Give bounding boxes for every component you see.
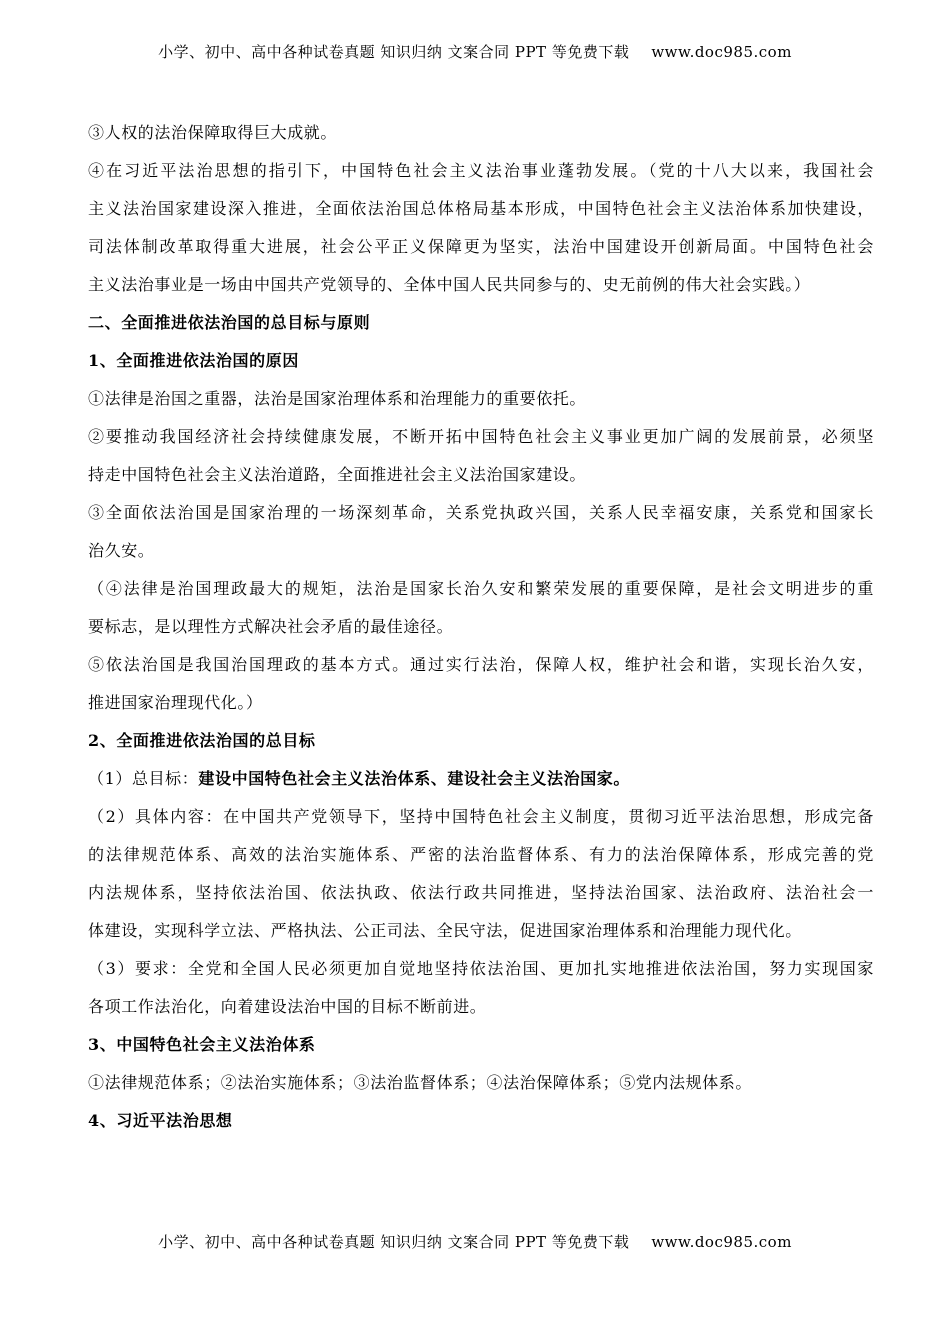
paragraph-line (88, 760, 874, 798)
paragraph-line: 内法规体系，坚持依法治国、依法执政、依法行政共同推进，坚持法治国家、法治政府、法治社会一 (88, 883, 874, 902)
page-footer (0, 1231, 950, 1252)
paragraph-line: （2）具体内容：在中国共产党领导下，坚持中国特色社会主义制度，贯彻习近平法治思想，形成完备 (88, 807, 874, 826)
paragraph-line: 要标志，是以理性方式解决社会矛盾的最佳途径。 (88, 617, 454, 636)
paragraph-line: ③全面依法治国是国家治理的一场深刻革命，关系党执政兴国，关系人民幸福安康，关系党和国家长 (88, 503, 874, 522)
section-heading: 二、全面推进依法治国的总目标与原则 (88, 313, 371, 332)
paragraph-line: 的法律规范体系、高效的法治实施体系、严密的法治监督体系、有力的法治保障体系，形成完善的党 (88, 845, 874, 864)
paragraph-line: 治久安。 (88, 541, 155, 560)
section-heading: 3、中国特色社会主义法治体系 (88, 1035, 316, 1054)
paragraph-line: 持走中国特色社会主义法治道路，全面推进社会主义法治国家建设。 (88, 465, 587, 484)
section-heading: 4、习近平法治思想 (88, 1111, 233, 1130)
paragraph-line: ③人权的法治保障取得巨大成就。 (88, 123, 338, 142)
paragraph-line: ②要推动我国经济社会持续健康发展，不断开拓中国特色社会主义事业更加广阔的发展前景，必须坚 (88, 427, 874, 446)
paragraph-line: 体建设，实现科学立法、严格执法、公正司法、全民守法，促进国家治理体系和治理能力现代化。 (88, 921, 802, 940)
paragraph-line: ①法律是治国之重器，法治是国家治理体系和治理能力的重要依托。 (88, 389, 587, 408)
footer-site-link[interactable]: www.doc985.com (651, 1233, 792, 1251)
header-text: 小学、初中、高中各种试卷真题 知识归纳 文案合同 PPT 等免费下载 (158, 43, 630, 61)
page-header (0, 41, 950, 62)
paragraph-line: 各项工作法治化，向着建设法治中国的目标不断前进。 (88, 997, 487, 1016)
paragraph-line: （④法律是治国理政最大的规矩，法治是国家长治久安和繁荣发展的重要保障，是社会文明进步的重 (88, 579, 874, 598)
paragraph-line: 司法体制改革取得重大进展，社会公平正义保障更为坚实，法治中国建设开创新局面。中国特色社会 (88, 237, 874, 256)
section-heading: 2、全面推进依法治国的总目标 (88, 731, 316, 750)
paragraph-line: 主义法治国家建设深入推进，全面依法治国总体格局基本形成，中国特色社会主义法治体系加快建设， (88, 199, 874, 218)
paragraph-line: 推进国家治理现代化。） (88, 693, 263, 712)
line-bold-text: 建设中国特色社会主义法治体系、建设社会主义法治国家。 (198, 769, 630, 788)
paragraph-line: ⑤依法治国是我国治国理政的基本方式。通过实行法治，保障人权，维护社会和谐，实现长治久安， (88, 655, 874, 674)
line-prefix: （1）总目标： (88, 769, 199, 788)
footer-text: 小学、初中、高中各种试卷真题 知识归纳 文案合同 PPT 等免费下载 (158, 1233, 630, 1251)
header-site-link[interactable]: www.doc985.com (651, 43, 792, 61)
section-heading: 1、全面推进依法治国的原因 (88, 351, 299, 370)
document-body (88, 114, 874, 1140)
paragraph-line: ④在习近平法治思想的指引下，中国特色社会主义法治事业蓬勃发展。（党的十八大以来，我国社会 (88, 161, 874, 180)
paragraph-line: 主义法治事业是一场由中国共产党领导的、全体中国人民共同参与的、史无前例的伟大社会实践。） (88, 275, 811, 294)
paragraph-line: ①法律规范体系；②法治实施体系；③法治监督体系；④法治保障体系；⑤党内法规体系。 (88, 1073, 753, 1092)
paragraph-line: （3）要求：全党和全国人民必须更加自觉地坚持依法治国、更加扎实地推进依法治国，努力实现国家 (88, 959, 874, 978)
